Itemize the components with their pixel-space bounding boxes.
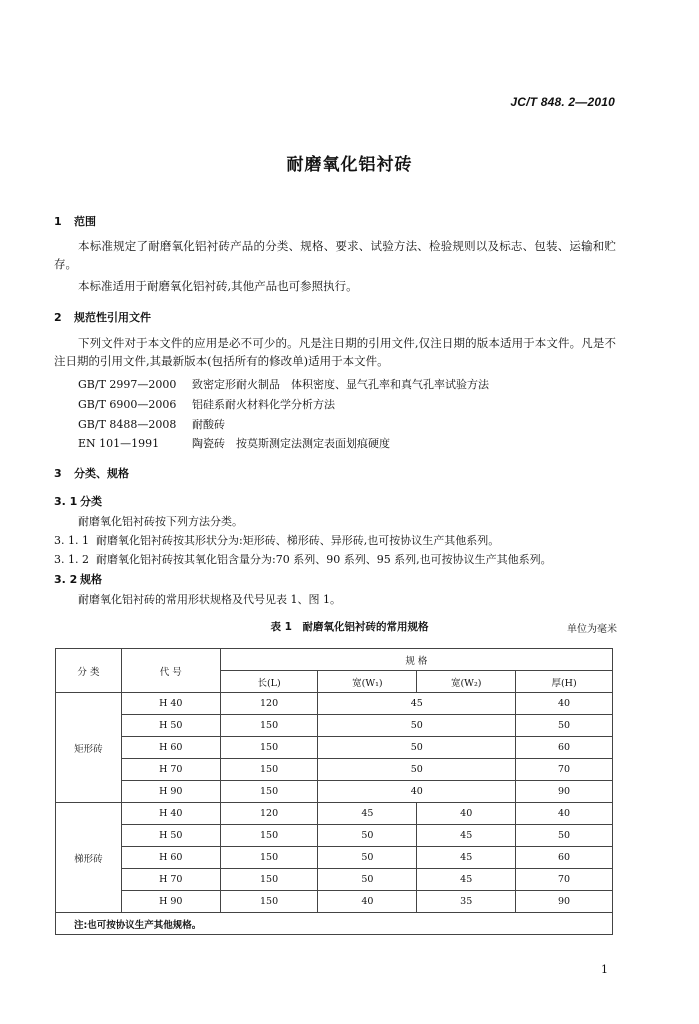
reference-code: GB/T 8488—2008 (78, 418, 177, 431)
section-title: 范围 (74, 215, 96, 228)
width-cell: 40 (318, 781, 516, 803)
reference-item (78, 416, 225, 432)
thickness-cell: 90 (516, 891, 613, 913)
clause-3-1-2 (54, 551, 552, 567)
code-cell: H 60 (121, 737, 220, 759)
length-cell: 150 (220, 781, 318, 803)
document-code: JC/T 848. 2—2010 (510, 95, 615, 109)
reference-code: EN 101—1991 (78, 437, 160, 450)
code-cell: H 70 (121, 759, 220, 781)
code-cell: H 50 (121, 715, 220, 737)
document-title: 耐磨氧化铝衬砖 (286, 155, 413, 175)
table-row (56, 803, 613, 825)
width2-cell: 40 (417, 803, 516, 825)
width1-cell: 40 (318, 891, 417, 913)
table-row (56, 759, 613, 781)
table-note: 注:也可按协议生产其他规格。 (56, 913, 613, 935)
code-cell: H 60 (121, 847, 220, 869)
length-cell: 150 (220, 715, 318, 737)
thickness-cell: 40 (516, 693, 613, 715)
width1-cell: 50 (318, 869, 417, 891)
section-3-2-heading (54, 571, 102, 587)
table-header-row (56, 649, 613, 671)
page-number: 1 (601, 963, 608, 976)
category-cell: 矩形砖 (56, 693, 122, 803)
code-cell: H 90 (121, 781, 220, 803)
clause-3-1-1 (54, 532, 499, 548)
reference-title: 致密定形耐火制品 体积密度、显气孔率和真气孔率试验方法 (192, 378, 489, 391)
section-title: 分类 (80, 495, 102, 508)
header-category: 分 类 (56, 649, 122, 693)
reference-code: GB/T 2997—2000 (78, 378, 177, 391)
reference-title: 耐酸砖 (192, 418, 225, 431)
header-length: 长(L) (220, 671, 318, 693)
table-row (56, 693, 613, 715)
length-cell: 150 (220, 891, 318, 913)
width-cell: 50 (318, 715, 516, 737)
table-row (56, 737, 613, 759)
table-caption: 表 1 耐磨氧化铝衬砖的常用规格 (270, 621, 429, 633)
table-row (56, 825, 613, 847)
reference-title: 铝硅系耐火材料化学分析方法 (192, 398, 335, 411)
reference-item (78, 435, 390, 451)
code-cell: H 70 (121, 869, 220, 891)
section-title: 规格 (80, 573, 102, 586)
reference-title: 陶瓷砖 按莫斯测定法测定表面划痕硬度 (192, 437, 390, 450)
section-number: 2 (54, 311, 62, 324)
section-1-paragraph-2: 本标准适用于耐磨氧化铝衬砖,其他产品也可参照执行。 (78, 279, 358, 293)
section-3-2-paragraph: 耐磨氧化铝衬砖的常用形状规格及代号见表 1、图 1。 (78, 593, 341, 606)
section-3-heading (54, 465, 129, 481)
code-cell: H 50 (121, 825, 220, 847)
width2-cell: 45 (417, 825, 516, 847)
width-cell: 45 (318, 693, 516, 715)
table-row (56, 781, 613, 803)
section-1-paragraph-1: 本标准规定了耐磨氧化铝衬砖产品的分类、规格、要求、试验方法、检验规则以及标志、包装、运输和贮存。 (54, 239, 616, 271)
section-number: 3 (54, 467, 62, 480)
header-width2: 宽(W₂) (417, 671, 516, 693)
length-cell: 150 (220, 737, 318, 759)
code-cell: H 90 (121, 891, 220, 913)
section-2-paragraph-1: 下列文件对于本文件的应用是必不可少的。凡是注日期的引用文件,仅注日期的版本适用于本文件。凡是不注日期的引用文件,其最新版本(包括所有的修改单)适用于本文件。 (54, 336, 616, 368)
width-cell: 50 (318, 759, 516, 781)
section-2-heading (54, 309, 151, 325)
width2-cell: 45 (417, 869, 516, 891)
reference-code: GB/T 6900—2006 (78, 398, 177, 411)
thickness-cell: 40 (516, 803, 613, 825)
section-3-1-paragraph: 耐磨氧化铝衬砖按下列方法分类。 (78, 515, 243, 528)
width1-cell: 50 (318, 847, 417, 869)
width2-cell: 35 (417, 891, 516, 913)
reference-item (78, 396, 335, 412)
clause-number: 3. 1. 2 (54, 553, 89, 566)
clause-text: 耐磨氧化铝衬砖按其形状分为:矩形砖、梯形砖、异形砖,也可按协议生产其他系列。 (96, 534, 500, 547)
length-cell: 150 (220, 847, 318, 869)
code-cell: H 40 (121, 693, 220, 715)
header-width1: 宽(W₁) (318, 671, 417, 693)
thickness-cell: 70 (516, 869, 613, 891)
section-3-1-heading (54, 493, 102, 509)
thickness-cell: 50 (516, 825, 613, 847)
header-thickness: 厚(H) (516, 671, 613, 693)
section-number: 3. 1 (54, 495, 78, 508)
spec-table (55, 648, 613, 935)
reference-item (78, 376, 489, 392)
width2-cell: 45 (417, 847, 516, 869)
header-spec: 规 格 (220, 649, 612, 671)
thickness-cell: 90 (516, 781, 613, 803)
clause-text: 耐磨氧化铝衬砖按其氧化铝含量分为:70 系列、90 系列、95 系列,也可按协议生产其他系列。 (96, 553, 552, 566)
width1-cell: 45 (318, 803, 417, 825)
width-cell: 50 (318, 737, 516, 759)
table-row (56, 847, 613, 869)
category-cell: 梯形砖 (56, 803, 122, 913)
thickness-cell: 50 (516, 715, 613, 737)
length-cell: 150 (220, 759, 318, 781)
thickness-cell: 60 (516, 847, 613, 869)
width1-cell: 50 (318, 825, 417, 847)
length-cell: 120 (220, 803, 318, 825)
section-1-heading (54, 213, 96, 229)
table-row (56, 715, 613, 737)
table-row (56, 891, 613, 913)
length-cell: 150 (220, 825, 318, 847)
section-title: 分类、规格 (74, 467, 129, 480)
length-cell: 150 (220, 869, 318, 891)
table-row (56, 869, 613, 891)
section-number: 3. 2 (54, 573, 78, 586)
header-code: 代 号 (121, 649, 220, 693)
table-note-row (56, 913, 613, 935)
thickness-cell: 70 (516, 759, 613, 781)
section-title: 规范性引用文件 (74, 311, 151, 324)
section-number: 1 (54, 215, 62, 228)
table-unit: 单位为毫米 (567, 624, 617, 635)
clause-number: 3. 1. 1 (54, 534, 89, 547)
thickness-cell: 60 (516, 737, 613, 759)
code-cell: H 40 (121, 803, 220, 825)
length-cell: 120 (220, 693, 318, 715)
